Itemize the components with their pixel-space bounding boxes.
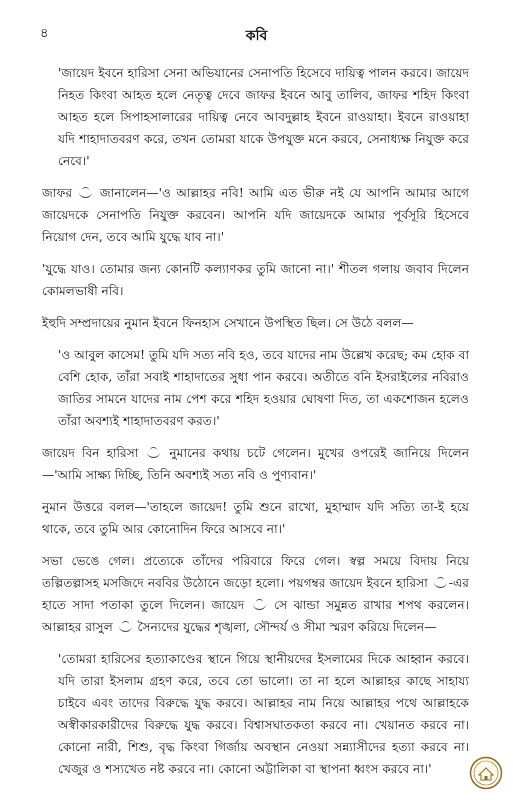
body-paragraph: ইহুদি সম্প্রদায়ের নুমান ইবনে ফিনহাস সেখানে উপস্থিত ছিল। সে উঠে বলল— bbox=[42, 316, 414, 330]
publisher-seal-icon bbox=[469, 756, 503, 790]
quote-paragraph: 'ও আবুল কাসেম! তুমি যদি সত্য নবি হও, তবে যাদের নাম উল্লেখ করেছ; কম হোক বা বেশি হোক, তাঁরা সবাই শাহাদাতের সুধা পান করবে। অতীতে বনি ইসরাইলের নবিরাও জাতির সামনে যাদের নাম পেশ করে শহিদ হওয়ার ঘোষণা দিত, তা একশোজন হলেও তাঁরা অবশ্যই শাহাদাতবরণ করত।' bbox=[58, 348, 469, 428]
salutation-icon bbox=[79, 186, 92, 198]
page-header bbox=[40, 24, 473, 46]
paragraph-text: জানালেন—'ও আল্লাহর নবি! আমি এত ভীরু নই যে আপনি আমার আগে জায়েদকে সেনাপতি নিযুক্ত করবেন। আপনি যদি জায়েদকে আমার পূর্বসূরি হিসেবে নিয়োগ দেন, তবে আমি যুদ্ধে যাব না।' bbox=[42, 186, 470, 244]
salutation-icon bbox=[253, 598, 266, 610]
body-paragraph bbox=[42, 442, 469, 486]
paragraph-text: জায়েদ বিন হারিসা bbox=[42, 446, 139, 460]
body-paragraph bbox=[42, 182, 469, 248]
paragraph-text: জাফর bbox=[42, 186, 73, 200]
body-paragraph bbox=[42, 550, 469, 638]
salutation-icon bbox=[119, 620, 132, 632]
paragraph-text: নুমানের কথায় চটে গেলেন। মুখের ওপরেই জানিয়ে দিলেন—'আমি সাক্ষ্য দিচ্ছি, তিনি অবশ্যই সত্য নবি ও পুণ্যবান।' bbox=[42, 446, 469, 482]
paragraph-text: সৈন্যদের যুদ্ধের শৃঙ্খলা, সৌন্দর্য ও সীমা স্মরণ করিয়ে দিলেন— bbox=[137, 620, 437, 634]
body-paragraph: নুমান উত্তরে বলল—'তাহলে জায়েদ! তুমি শুনে রাখো, মুহাম্মাদ যদি সত্যি তা-ই হয়ে থাকে, তবে তুমি আর কোনোদিন ফিরে আসবে না।' bbox=[42, 500, 469, 536]
page-number: ৪ bbox=[40, 26, 49, 41]
book-title: কবি bbox=[245, 28, 268, 44]
page-body bbox=[42, 62, 469, 790]
body-paragraph: 'যুদ্ধে যাও। তোমার জন্য কোনটি কল্যাণকর তুমি জানো না।' শীতল গলায় জবাব দিলেন কোমলভাষী নবি। bbox=[42, 262, 469, 298]
quote-paragraph: 'জায়েদ ইবনে হারিসা সেনা অভিযানের সেনাপতি হিসেবে দায়িত্ব পালন করবে। জায়েদ নিহত কিংবা আহত হলে নেতৃত্ব দেবে জাফর ইবনে আবু তালিব, জাফর শহিদ কিংবা আহত হলে সিপাহসালারের দায়িত্ব নেবে আবদুল্লাহ ইবনে রাওয়াহা। ইবনে রাওয়াহা যদি শাহাদাতবরণ করে, তখন তোমরা যাকে উপযুক্ত মনে করবে, সেনাধ্যক্ষ নিযুক্ত করে নেবে।' bbox=[58, 66, 469, 168]
paragraph-text: সে ঝান্ডা সমুন্নত রাখার শপথ করলেন। আল্লাহর রাসুল bbox=[42, 598, 470, 634]
salutation-icon bbox=[434, 576, 447, 588]
quote-paragraph: 'তোমরা হারিসের হত্যাকাণ্ডের স্থানে গিয়ে স্থানীয়দের ইসলামের দিকে আহ্বান করবে। যদি তারা ইসলাম গ্রহণ করে, তবে তো ভালো। তা না হলে আল্লাহর কাছে সাহায্য চাইবে এবং তাদের বিরুদ্ধে যুদ্ধ করবে। আল্লাহর নাম নিয়ে আল্লাহর পথে আল্লাহকে অস্বীকারকারীদের বিরুদ্ধে যুদ্ধ করবে। বিশ্বাসঘাতকতা করবে না। খেয়ানত করবে না। কোনো নারী, শিশু, বৃদ্ধ কিংবা গির্জায় অবস্থান নেওয়া সন্ন্যাসীদের হত্যা করবে না। খেজুর ও শস্যখেত নষ্ট করবে না। কোনো অট্টালিকা বা স্থাপনা ধ্বংস করবে না।' bbox=[58, 652, 469, 776]
paragraph-text: -এর হাতে সাদা পতাকা তুলে দিলেন। জায়েদ bbox=[42, 576, 469, 612]
paragraph-text: সভা ভেঙে গেল। প্রত্যেকে তাঁদের পরিবারে ফিরে গেল। স্বল্প সময়ে বিদায় নিয়ে তল্পিতল্পাসহ মসজিদে নববির উঠোনে জড়ো হলো। পয়গম্বর জায়েদ ইবনে হারিসা bbox=[42, 554, 469, 590]
salutation-icon bbox=[147, 446, 160, 458]
